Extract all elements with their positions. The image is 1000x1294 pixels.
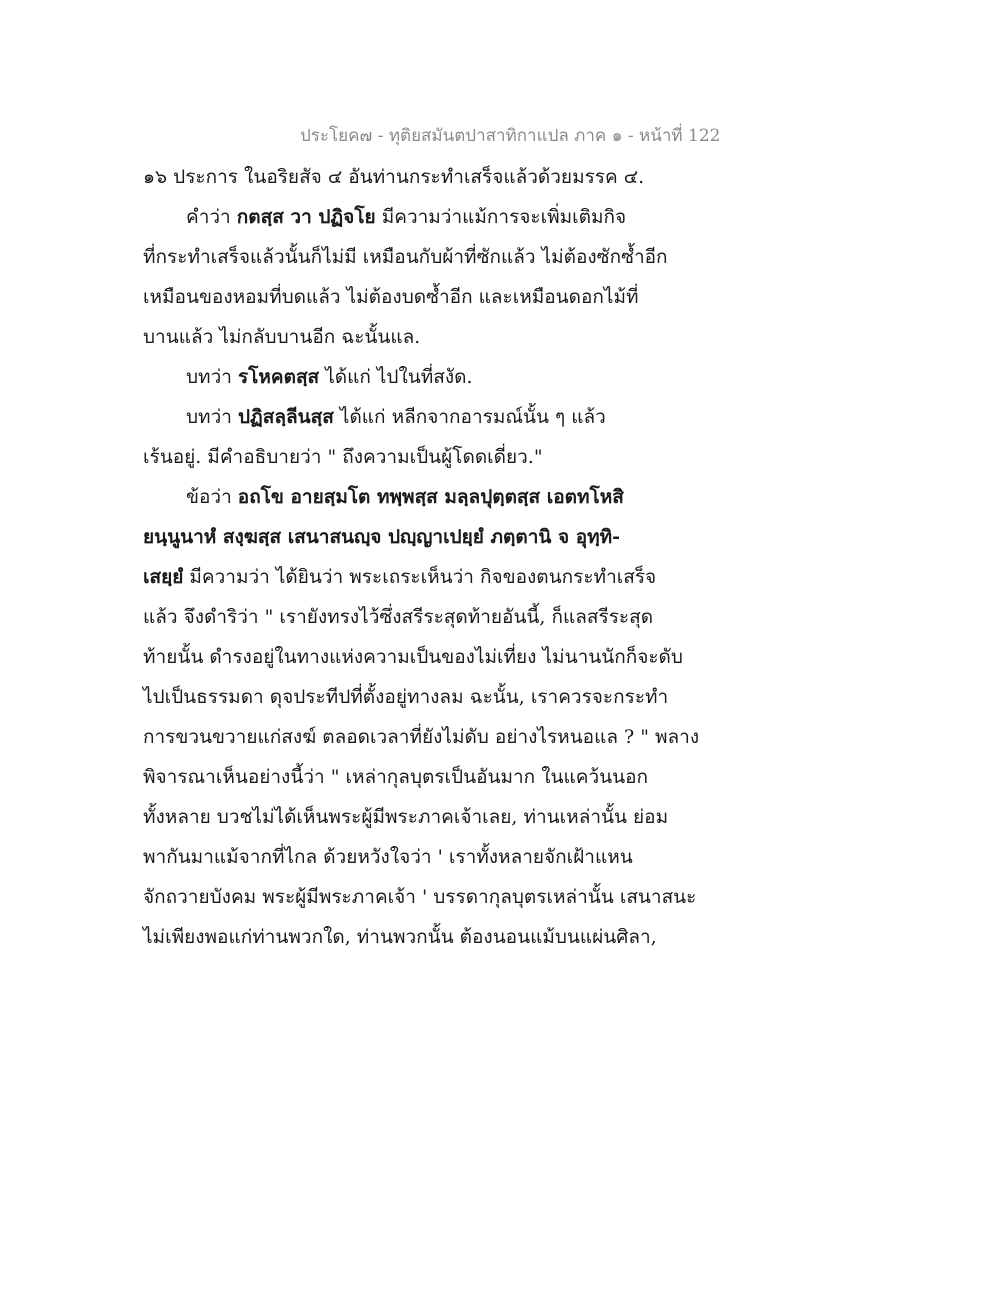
text-segment: ได้แก่ ไปในที่สงัด. (319, 366, 473, 388)
text-line (143, 877, 703, 917)
text-segment: ไม่เพียงพอแก่ท่านพวกใด, ท่านพวกนั้น ต้องนอนแม้บนแผ่นศิลา, (143, 926, 657, 948)
text-segment: จักถวายบังคม พระผู้มีพระภาคเจ้า ' บรรดากุลบุตรเหล่านั้น เสนาสนะ (143, 886, 697, 908)
pali-term: กตสฺส วา ปฏิจโย (236, 206, 376, 228)
text-line (143, 797, 703, 837)
text-line (143, 637, 703, 677)
text-line (143, 917, 703, 957)
text-segment: บานแล้ว ไม่กลับบานอีก ฉะนั้นแล. (143, 326, 421, 348)
pali-term: ยนฺนูนาหํ สงฺฆสฺส เสนาสนญฺจ ปญฺญาเปยฺยํ ภตฺตานิ จ อุทฺทิ- (143, 526, 621, 548)
text-line (143, 517, 703, 557)
text-line (143, 477, 703, 517)
text-segment: ที่กระทำเสร็จแล้วนั้นก็ไม่มี เหมือนกับผ้าที่ซักแล้ว ไม่ต้องซักซ้ำอีก (143, 246, 668, 268)
text-segment: แล้ว จึงดำริว่า " เรายังทรงไว้ซึ่งสรีระสุดท้ายอันนี้, ก็แลสรีระสุด (143, 606, 654, 628)
text-line (143, 237, 703, 277)
text-segment: เร้นอยู่. มีคำอธิบายว่า " ถึงความเป็นผู้โดดเดี่ยว." (143, 446, 543, 468)
text-segment: พากันมาแม้จากที่ไกล ด้วยหวังใจว่า ' เราทั้งหลายจักเฝ้าแหน (143, 846, 633, 868)
text-segment: ทั้งหลาย บวชไม่ได้เห็นพระผู้มีพระภาคเจ้าเลย, ท่านเหล่านั้น ย่อม (143, 806, 669, 828)
text-line (143, 197, 703, 237)
text-line (143, 277, 703, 317)
text-line (143, 837, 703, 877)
text-segment: ท้ายนั้น ดำรงอยู่ในทางแห่งความเป็นของไม่เที่ยง ไม่นานนักก็จะดับ (143, 646, 683, 668)
text-segment: ๑๖ ประการ ในอริยสัจ ๔ อันท่านกระทำเสร็จแล้วด้วยมรรค ๔. (143, 166, 645, 188)
text-line (143, 597, 703, 637)
text-line (143, 397, 703, 437)
pali-term: อถโข อายสฺมโต ทพฺพสฺส มลฺลปุตฺตสฺส เอตทโหสิ (237, 486, 624, 508)
text-line (143, 437, 703, 477)
pali-term: รโหคตสฺส (237, 366, 320, 388)
text-segment: พิจารณาเห็นอย่างนี้ว่า " เหล่ากุลบุตรเป็นอันมาก ในแคว้นนอก (143, 766, 649, 788)
text-segment: บทว่า (186, 366, 238, 388)
text-segment: มีความว่าแม้การจะเพิ่มเติมกิจ (375, 206, 627, 228)
text-line (143, 677, 703, 717)
text-segment: มีความว่า ได้ยินว่า พระเถระเห็นว่า กิจของตนกระทำเสร็จ (183, 566, 657, 588)
pali-term: ปฏิสลฺลีนสฺส (237, 406, 334, 428)
text-line (143, 757, 703, 797)
text-line (143, 317, 703, 357)
text-segment: บทว่า (186, 406, 238, 428)
pali-term: เสยฺยํ (143, 566, 184, 588)
text-line (143, 357, 703, 397)
text-line (143, 557, 703, 597)
text-line (143, 157, 703, 197)
text-segment: ข้อว่า (186, 486, 238, 508)
text-segment: ไปเป็นธรรมดา ดุจประทีปที่ตั้งอยู่ทางลม ฉะนั้น, เราควรจะกระทำ (143, 686, 669, 708)
text-segment: เหมือนของหอมที่บดแล้ว ไม่ต้องบดซ้ำอีก และเหมือนดอกไม้ที่ (143, 286, 639, 308)
running-header: ประโยค๗ - ทุติยสมันตปาสาทิกาแปล ภาค ๑ - หน้าที่ 122 (300, 126, 721, 146)
text-segment: ได้แก่ หลีกจากอารมณ์นั้น ๆ แล้ว (333, 406, 606, 428)
text-segment: คำว่า (186, 206, 237, 228)
text-segment: การขวนขวายแก่สงฆ์ ตลอดเวลาที่ยังไม่ดับ อย่างไรหนอแล ? " พลาง (143, 726, 700, 748)
body-text (143, 157, 703, 957)
text-line (143, 717, 703, 757)
